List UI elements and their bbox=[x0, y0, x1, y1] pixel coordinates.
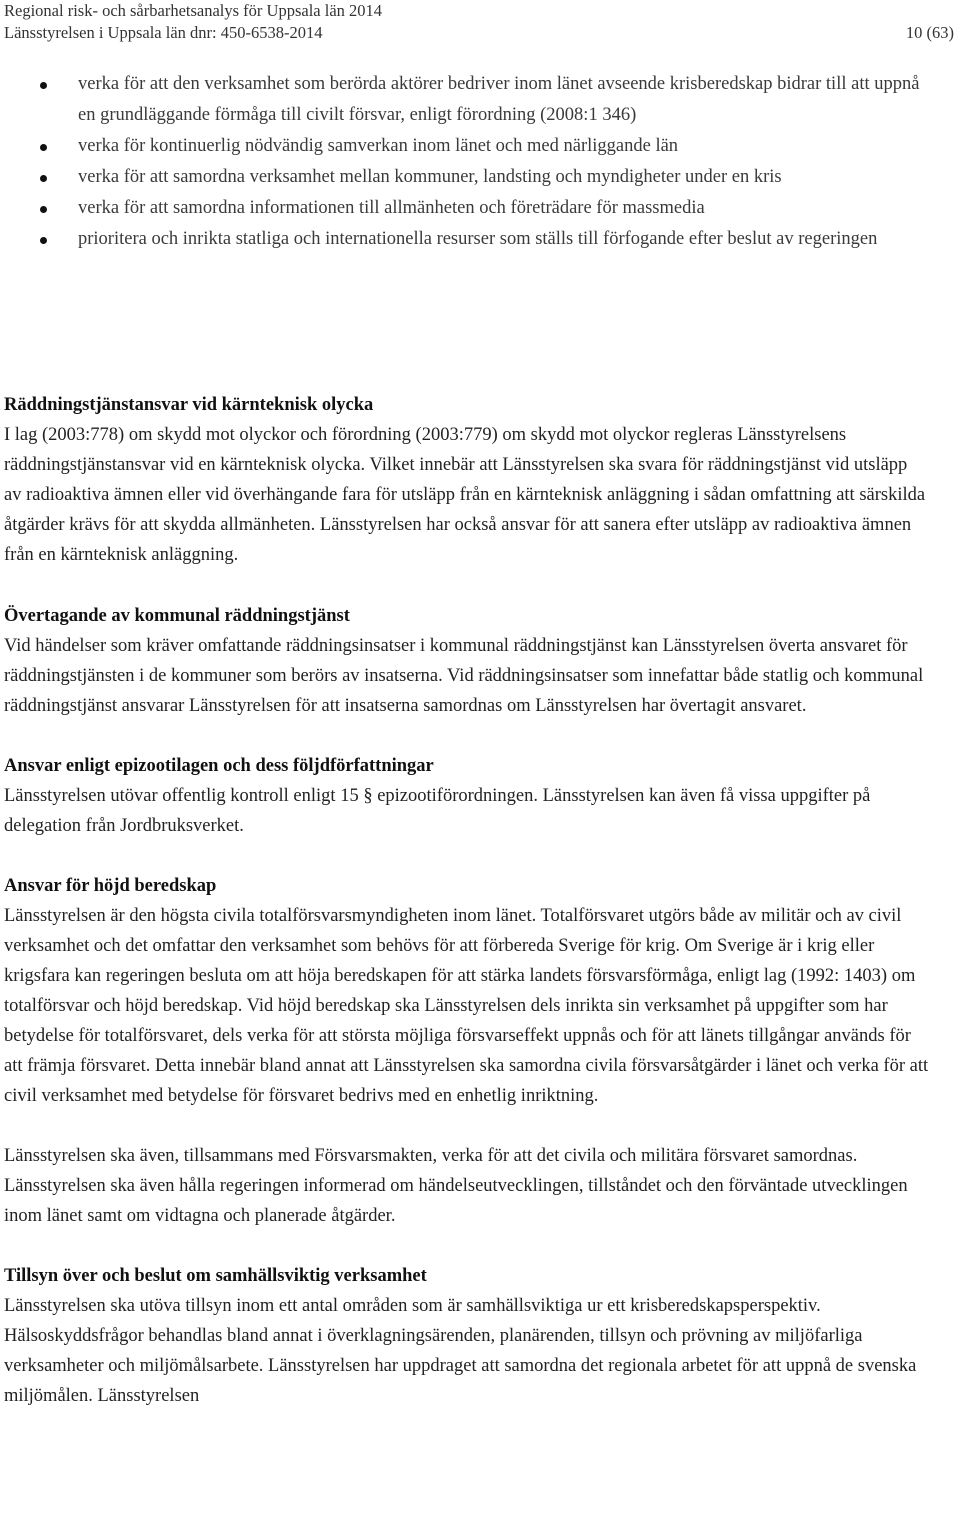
list-item bbox=[0, 69, 940, 131]
bullet-icon bbox=[40, 144, 47, 151]
section-paragraph: I lag (2003:778) om skydd mot olyckor och förordning (2003:779) om skydd mot olyckor regleras Länsstyrelsens räddningstjänstansvar vid en kärnteknisk olycka. Vilket innebär att Länsstyrelsen ska svara för räddningstjänst vid utsläpp av radioaktiva ämnen eller vid överhängande fara för utsläpp från en kärnteknisk anläggning i sådan omfattning att särskilda åtgärder krävs för att skydda allmänheten. Länsstyrelsen har också ansvar för att sanera efter utsläpp av radioaktiva ämnen från en kärnteknisk anläggning. bbox=[4, 425, 926, 565]
section-heading: Tillsyn över och beslut om samhällsviktig verksamhet bbox=[4, 1266, 427, 1286]
page-number: 10 (63) bbox=[905, 23, 954, 42]
header-report-title: Regional risk- och sårbarhetsanalys för Uppsala län 2014 bbox=[4, 1, 383, 20]
list-item-text: verka för att samordna verksamhet mellan kommuner, landsting och myndigheter under en kris bbox=[78, 167, 782, 187]
section-paragraph: Länsstyrelsen ska utöva tillsyn inom ett antal områden som är samhällsviktiga ur ett krisberedskapsperspektiv. Hälsoskyddsfrågor behandlas bland annat i överklagningsärenden, planärenden, tillsyn och prövning av miljöfarliga verksamheter och miljömålsarbete. Länsstyrelsen har uppdraget att samordna det regionala arbetet för att uppnå de svenska miljömålen. Länsstyrelsen bbox=[4, 1296, 917, 1406]
section-epizootic-act bbox=[4, 751, 929, 841]
paragraph-spacer bbox=[4, 1231, 929, 1261]
list-item-text: verka för att samordna informationen till allmänheten och företrädare för massmedia bbox=[78, 198, 705, 218]
section-heading: Räddningstjänstansvar vid kärnteknisk olycka bbox=[4, 395, 374, 415]
section-heightened-alert bbox=[4, 871, 929, 1231]
bullet-icon bbox=[40, 175, 47, 182]
list-item-text: prioritera och inrikta statliga och internationella resurser som ställs till förfogande efter beslut av regeringen bbox=[78, 229, 878, 249]
document-body bbox=[4, 390, 929, 1411]
list-item bbox=[0, 224, 940, 255]
list-item-text: verka för kontinuerlig nödvändig samverkan inom länet och med närliggande län bbox=[78, 136, 679, 156]
section-heading: Ansvar för höjd beredskap bbox=[4, 876, 217, 896]
bullet-icon bbox=[40, 82, 47, 89]
section-supervision bbox=[4, 1261, 929, 1411]
section-paragraph: Vid händelser som kräver omfattande räddningsinsatser i kommunal räddningstjänst kan Länsstyrelsen överta ansvaret för räddningstjänsten i de kommuner som berörs av insatserna. Vid räddningsinsatser som innefattar både statlig och kommunal räddningstjänst ansvarar Länsstyrelsen för att insatserna samordnas om Länsstyrelsen har övertagit ansvaret. bbox=[4, 636, 924, 716]
page-header bbox=[4, 0, 954, 44]
paragraph-spacer bbox=[4, 570, 929, 601]
list-item bbox=[0, 193, 940, 224]
paragraph-spacer bbox=[4, 841, 929, 871]
paragraph-spacer bbox=[4, 1111, 929, 1141]
section-municipal-rescue bbox=[4, 601, 929, 721]
section-heading: Ansvar enligt epizootilagen och dess följdförfattningar bbox=[4, 756, 434, 776]
bullet-icon bbox=[40, 206, 47, 213]
section-nuclear-accident bbox=[4, 390, 929, 570]
section-heading: Övertagande av kommunal räddningstjänst bbox=[4, 606, 350, 626]
section-paragraph: Länsstyrelsen utövar offentlig kontroll enligt 15 § epizootiförordningen. Länsstyrelsen kan även få vissa uppgifter på delegation från Jordbruksverket. bbox=[4, 786, 871, 836]
section-paragraph: Länsstyrelsen ska även, tillsammans med Försvarsmakten, verka för att det civila och militära försvaret samordnas. Länsstyrelsen ska även hålla regeringen informerad om händelseutvecklingen, tillståndet och den förväntade utvecklingen inom länet samt om vidtagna och planerade åtgärder. bbox=[4, 1146, 908, 1226]
bullet-icon bbox=[40, 237, 47, 244]
list-item-text: verka för att den verksamhet som berörda aktörer bedriver inom länet avseende krisberedskap bidrar till att uppnå en grundläggande förmåga till civilt försvar, enligt förordning (2008:1 346) bbox=[78, 74, 920, 125]
paragraph-spacer bbox=[4, 721, 929, 751]
responsibility-bullet-list bbox=[0, 69, 940, 255]
list-item bbox=[0, 131, 940, 162]
header-authority-reference: Länsstyrelsen i Uppsala län dnr: 450-6538-2014 bbox=[4, 23, 323, 42]
section-paragraph: Länsstyrelsen är den högsta civila totalförsvarsmyndigheten inom länet. Totalförsvaret utgörs både av militär och av civil verksamhet och det omfattar den verksamhet som behövs för att förbereda Sverige för krig. Om Sverige är i krig eller krigsfara kan regeringen besluta om att höja beredskapen för att stärka landets försvarsförmåga, enligt lag (1992: 1403) om totalförsvar och höjd beredskap. Vid höjd beredskap ska Länsstyrelsen dels inrikta sin verksamhet på uppgifter som har betydelse för totalförsvaret, dels verka för att största möjliga försvarseffekt uppnås och för att länets tillgångar används för att främja försvaret. Detta innebär bland annat att Länsstyrelsen ska samordna civila försvarsåtgärder i länet och verka för att civil verksamhet med betydelse för försvaret bedrivs med en enhetlig inriktning. bbox=[4, 906, 929, 1106]
list-item bbox=[0, 162, 940, 193]
